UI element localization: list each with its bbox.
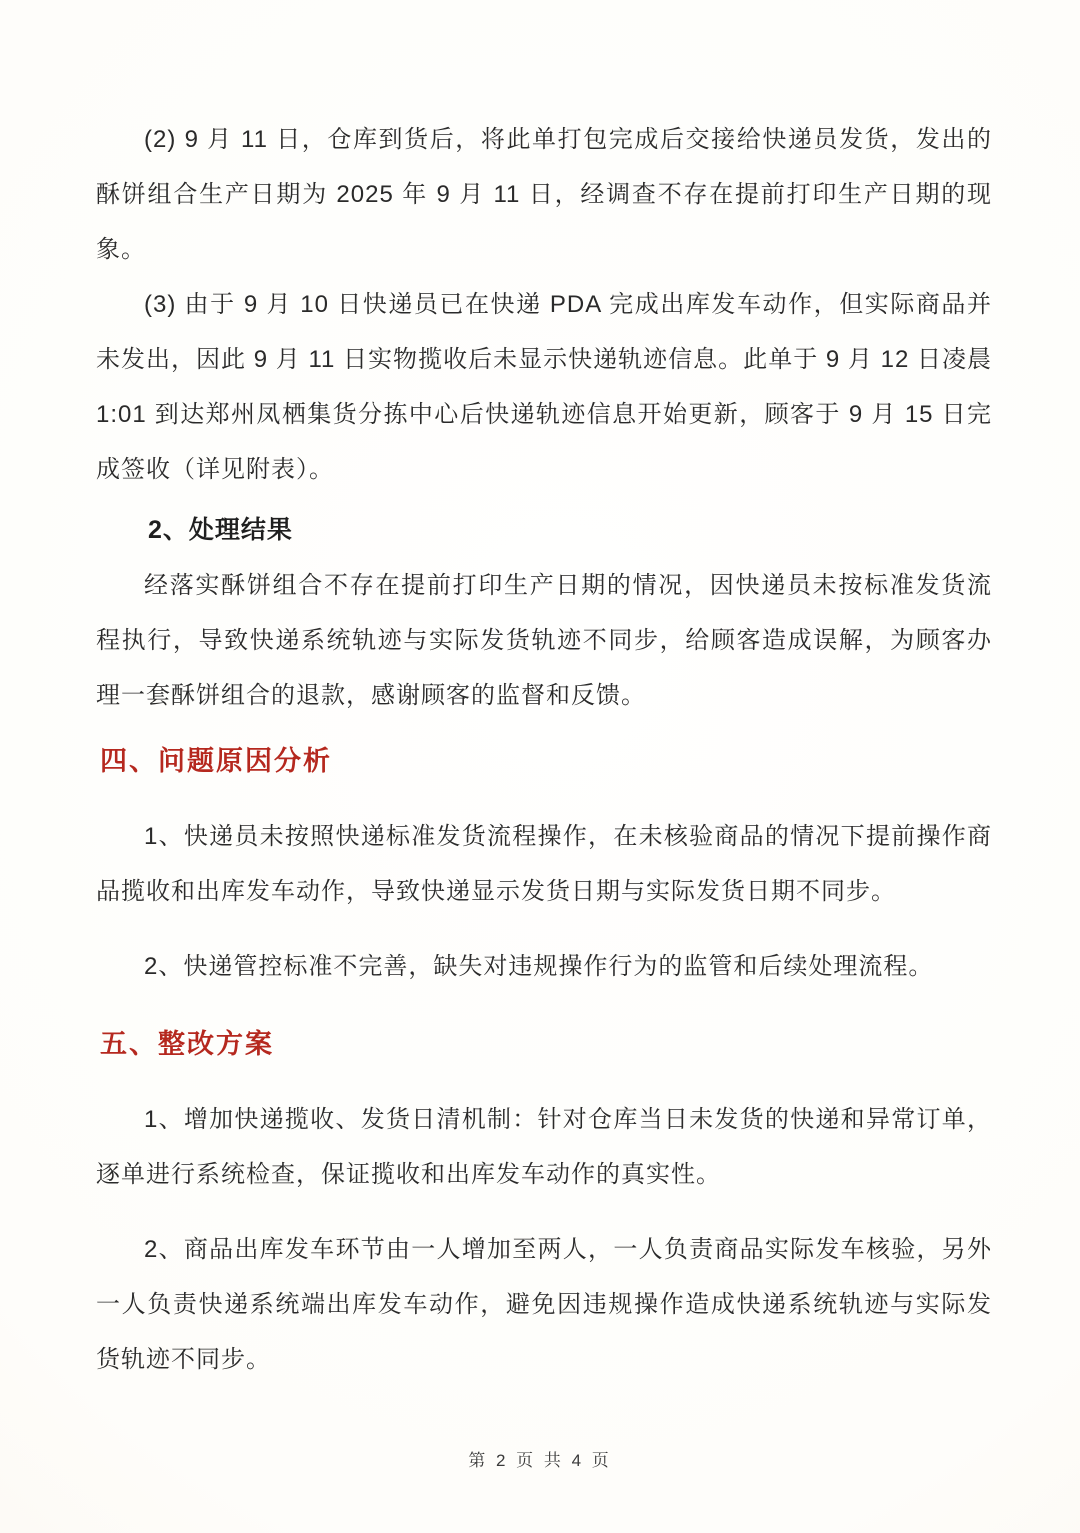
section-title-cause-analysis: 四、问题原因分析 [100, 746, 332, 776]
subheading-handling-result: 2、处理结果 [148, 516, 293, 544]
paragraph-plan-1: 1、增加快递揽收、发货日清机制：针对仓库当日未发货的快递和异常订单，逐单进行系统检查，保证揽收和出库发车动作的真实性。 [96, 1106, 992, 1188]
page-number-indicator: 第 2 页 共 4 页 [468, 1451, 612, 1470]
paragraph-handling-result: 经落实酥饼组合不存在提前打印生产日期的情况，因快递员未按标准发货流程执行，导致快递系统轨迹与实际发货轨迹不同步，给顾客造成误解，为顾客办理一套酥饼组合的退款，感谢顾客的监督和反馈。 [96, 572, 992, 709]
paragraph-investigation-item-3: (3) 由于 9 月 10 日快递员已在快递 PDA 完成出库发车动作，但实际商品并未发出，因此 9 月 11 日实物揽收后未显示快递轨迹信息。此单于 9 月 12 日凌晨 1:01 到达郑州凤栖集货分拣中心后快递轨迹信息开始更新，顾客于 9 月 15 日完成签收（详见附表）。 [96, 291, 992, 483]
section-title-rectification-plan: 五、整改方案 [100, 1029, 274, 1059]
paragraph-cause-1: 1、快递员未按照快递标准发货流程操作，在未核验商品的情况下提前操作商品揽收和出库发车动作，导致快递显示发货日期与实际发货日期不同步。 [96, 823, 992, 905]
paragraph-investigation-item-2: (2) 9 月 11 日，仓库到货后，将此单打包完成后交接给快递员发货，发出的酥饼组合生产日期为 2025 年 9 月 11 日，经调查不存在提前打印生产日期的现象。 [96, 126, 992, 263]
paragraph-cause-2: 2、快递管控标准不完善，缺失对违规操作行为的监管和后续处理流程。 [144, 953, 934, 980]
document-body [96, 112, 992, 1387]
paragraph-plan-2: 2、商品出库发车环节由一人增加至两人，一人负责商品实际发车核验，另外一人负责快递系统端出库发车动作，避免因违规操作造成快递系统轨迹与实际发货轨迹不同步。 [96, 1236, 992, 1373]
